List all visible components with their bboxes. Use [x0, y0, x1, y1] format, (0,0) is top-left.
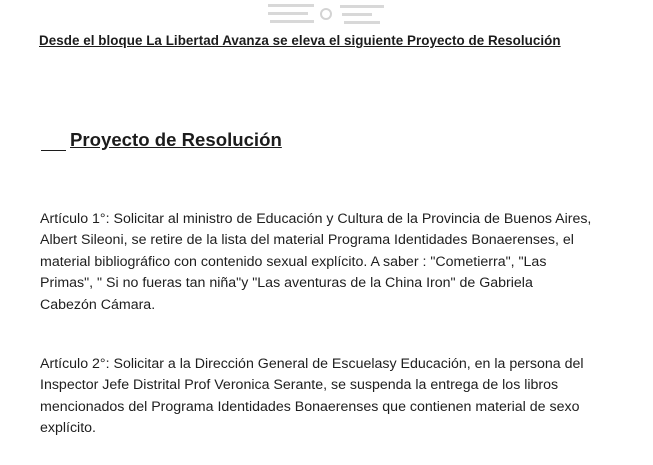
- article-line: Albert Sileoni, se retire de la lista del material Programa Identidades Bonaerenses, el: [40, 232, 574, 249]
- article-1: [40, 209, 591, 316]
- article-line: Primas", " Si no fueras tan niña"y "Las aventuras de la China Iron" de Gabriela: [40, 275, 533, 292]
- article-line: Artículo 2°: Solicitar a la Dirección General de Escuelasy Educación, en la persona del: [40, 356, 584, 372]
- article-line: material bibliográfico con contenido sexual explícito. A saber : "Cometierra", "Las: [40, 253, 547, 270]
- article-2: [40, 354, 584, 440]
- article-line: Cabezón Cámara.: [40, 296, 156, 313]
- article-line: explícito.: [40, 420, 96, 437]
- article-line: Artículo 1°: Solicitar al ministro de Educación y Cultura de la Provincia de Buenos Aires,: [40, 211, 592, 227]
- article-line: mencionados del Programa Identidades Bonaerenses que contienen material de sexo: [40, 398, 580, 415]
- received-stamp-mark: [262, 0, 402, 34]
- page-title: Proyecto de Resolución: [70, 129, 282, 150]
- header-line: Desde el bloque La Libertad Avanza se eleva el siguiente Proyecto de Resolución: [39, 33, 561, 48]
- title-leading-rule: [41, 150, 66, 151]
- article-line: Inspector Jefe Distrital Prof Veronica Serante, se suspenda la entrega de los libros: [40, 377, 559, 394]
